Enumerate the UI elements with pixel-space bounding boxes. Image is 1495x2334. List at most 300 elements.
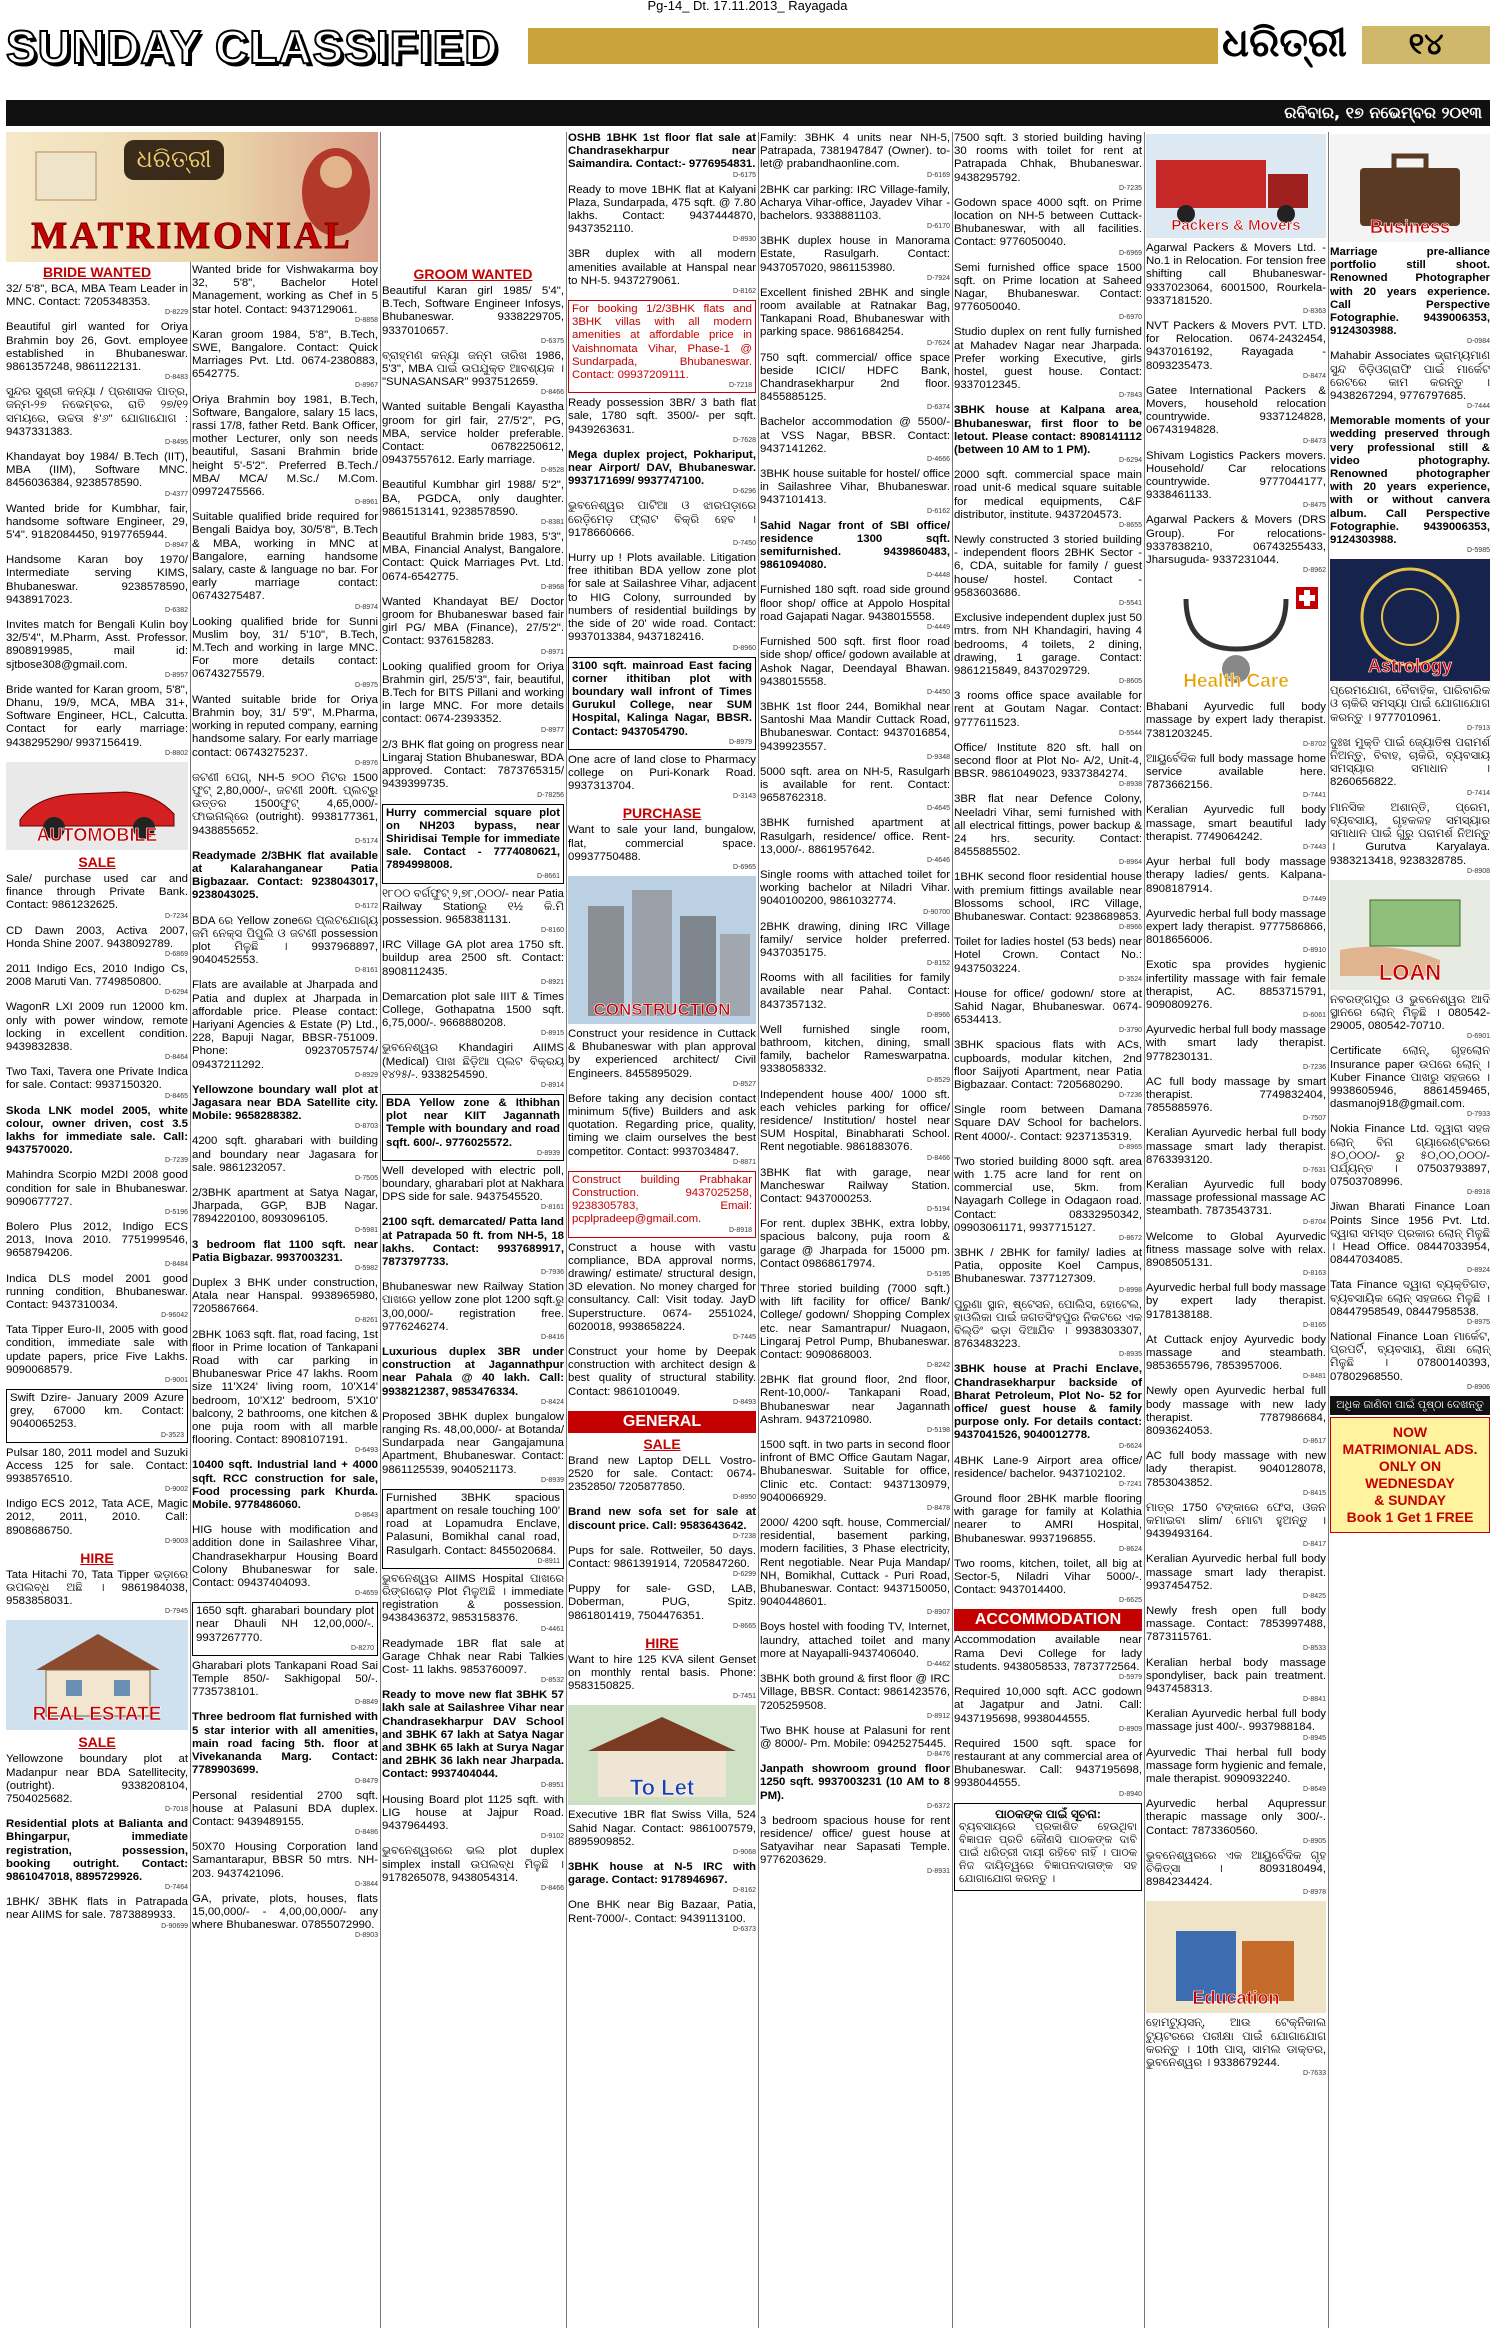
ad-code: D-4645 — [927, 805, 950, 813]
classified-ad — [192, 772, 378, 846]
classified-ad — [382, 661, 564, 735]
ad-code: D-7933 — [1467, 1111, 1490, 1119]
ad-text: AC full body massage by smart therapist. 7749832404, 7855885976. — [1146, 1075, 1326, 1115]
ad-code: D-8661 — [537, 872, 560, 880]
ad-code: D-8532 — [541, 1677, 564, 1685]
ad-code: D-4448 — [927, 572, 950, 580]
classified-ad — [6, 503, 188, 551]
ad-text: Mega duplex project, Pokhariput, near Airport/ DAV, Bhubaneswar. 9937171699/ 9937747100. — [568, 448, 756, 488]
ad-code: D-6382 — [165, 607, 188, 615]
classified-ad — [954, 793, 1142, 867]
ad-text: 2BHK 1063 sqft. flat, road facing, 1st floor in Prime location of Tankapani Road with car parking in Bhubaneswar Price 47 lakhs. Room size 11'X24' living room, 10'X14' bedroom, 10'X12' bedroom, 5'X10' balcony, 2 bathrooms, one kitchen & one puja room with all marble flooring. Contact: 8908107191. — [192, 1328, 378, 1447]
health-care-label: Health Care — [1183, 671, 1289, 693]
ad-text: Before taking any decision contact minimum 5(five) Builders and ask quotation. Regarding price, quality, timing we claim ourselves the best competitor. Contact: 9937034847. — [568, 1092, 756, 1158]
matrimonial-banner — [6, 132, 378, 262]
ad-code: D-6625 — [1119, 1597, 1142, 1605]
classified-ad — [1330, 685, 1490, 733]
classified-ad — [760, 1673, 950, 1721]
ad-text: Bachelor accommodation @ 5500/- at VSS Nagar, BBSR. Contact: 9437141262. — [760, 416, 950, 455]
column-7 — [1146, 132, 1326, 2328]
matrimonial-promo — [1330, 1417, 1490, 1533]
classified-ad — [382, 1489, 564, 1569]
ad-text: Keralian Ayurvedic herbal full body massage smart lady therapist. 8763393120. — [1146, 1127, 1326, 1166]
ad-code: D-8160 — [541, 927, 564, 935]
ad-text: Ayur herbal full body massage therapy ladies/ gents. Kalpana- 8908187914. — [1146, 856, 1326, 895]
ad-text: 3 bedroom flat 1100 sqft. near Patia Bigbazar. 9937003231. — [192, 1238, 378, 1264]
classified-ad — [568, 1583, 756, 1631]
ad-text: Three bedroom flat furnished with 5 star interior with all amenities, main road facing 5th. floor at Vivekananda Marg. Contact: 7789903699. — [192, 1711, 378, 1777]
classified-ad — [568, 1093, 756, 1167]
column-divider — [380, 132, 381, 2328]
classified-ad — [760, 416, 950, 464]
bride-wanted-header: BRIDE WANTED — [42, 264, 152, 280]
page-number: ୧୪ — [1362, 26, 1490, 64]
classified-ad — [6, 1389, 188, 1443]
ad-text: Construct your home by Deepak construction with architect design & best quality of structural stability. Contact: 9861010049. — [568, 1346, 756, 1398]
ad-text: 3BHK flat with garage, near Mancheswar Railway Station. Contact: 9437000253. — [760, 1166, 950, 1205]
ad-text: IRC Village GA plot area 1750 sft. buildup area 2500 sft. Contact: 8908112435. — [382, 939, 564, 978]
ad-text: Boys hostel with fooding TV, Internet, laundry, attached toilet and many more at Nayapalli-9437406040. — [760, 1621, 950, 1660]
ad-code: D-8643 — [355, 1512, 378, 1520]
ad-text: Marriage pre-alliance portfolio still shoot. Renowned Photographer with 20 years experience. Call Perspective Fotographie. 9439006353, 9124303988. — [1330, 246, 1490, 338]
classified-ad — [760, 520, 950, 581]
ad-text: Family: 3BHK 4 units near NH-5, Patrapada, 7381947847 (Owner). to-let@ prabandhaonline.com. — [760, 132, 950, 171]
ad-text: Exclusive independent duplex just 50 mtrs. from NH Khandagiri, having 4 bedrooms, 4 toilets, 2 dining, drawing, 1 garage. Contact: 9861215849, 8437029729. — [954, 612, 1142, 677]
ad-text: Duplex 3 BHK under construction, Atala near Hanspal. 9938965980, 7205867664. — [192, 1277, 378, 1316]
classified-ad — [382, 1042, 564, 1090]
classified-ad — [954, 1363, 1142, 1450]
classified-ad — [192, 1329, 378, 1456]
classified-ad — [954, 742, 1142, 790]
general-header: GENERAL — [568, 1411, 756, 1433]
ad-code: D-8466 — [927, 1154, 950, 1162]
classified-ad — [760, 132, 950, 180]
classified-ad — [192, 1084, 378, 1132]
sale-header: SALE — [78, 853, 116, 870]
classified-ad — [954, 1455, 1142, 1489]
ad-code: D-8841 — [1303, 1696, 1326, 1704]
ad-code: D-8473 — [1303, 437, 1326, 445]
classified-ad — [192, 1790, 378, 1838]
ad-code: D-8416 — [541, 1334, 564, 1341]
classified-ad — [1330, 246, 1490, 346]
ad-code: D-8655 — [1119, 522, 1142, 530]
ad-text: Newly open Ayurvedic herbal full body massage with new lady therapist. 7787986684, 8093624053. — [1146, 1385, 1326, 1437]
ad-code: D-9003 — [165, 1537, 188, 1545]
ad-text: GA, private, plots, houses, flats 15,00,000/- - 4,00,00,000/- any where Bhubaneswar. 07855072990. — [192, 1892, 378, 1932]
classified-ad — [568, 449, 756, 497]
ad-text: Keralian Ayurvedic full body massage, smart beautiful lady therapist. 7749064242. — [1146, 804, 1326, 843]
ad-code: D-8940 — [1119, 1790, 1142, 1798]
ad-text: 32/ 5'8", BCA, MBA Team Leader in MNC. Contact: 7205348353. — [6, 283, 188, 309]
classified-ad — [382, 991, 564, 1039]
ad-code: D-8152 — [927, 960, 950, 968]
page-info-line: Pg-14_ Dt. 17.11.2013_ Rayagada — [647, 0, 848, 13]
masthead — [0, 14, 1495, 94]
classified-ad — [382, 1216, 564, 1277]
classified-ad — [760, 1374, 950, 1435]
ad-text: Gharabari plots Tankapani Road Sai Temple 850/- Sakhigopal 50/-. 7735738101. — [192, 1659, 378, 1699]
ad-code: D-8907 — [927, 1609, 950, 1617]
ad-code: D-8931 — [927, 1867, 950, 1875]
ad-text: Yellowzone boundary plot at Madanpur near BDA Satellitecity, (outright). 9338208104, 7504025682. — [6, 1753, 188, 1806]
ad-text: ପୁରୁଣା ସ୍ଥାନ, ଷ୍ଟେସନ, ପୋଲିସ, ହୋଟେଲ, ହାଓଲିକା ପାଇଁ ଜଗତସିଂହପୁର ନିକଟରେ ଏକ ବିଲ୍ଡିଂ ଭଡ଼ା ଦିଆଯିବ । 9938303307, 8763483223. — [954, 1298, 1142, 1351]
classified-ad — [760, 1725, 950, 1759]
construction-image — [568, 876, 756, 1024]
ad-text: Want to hire 125 KVA silent Genset on monthly rental basis. Phone: 9583150825. — [568, 1653, 756, 1693]
ad-text: Mahabir Associates ଭ୍ରାମ୍ୟମାଣ ସୁନ୍ଦ ବିଡ଼ିଓଗ୍ରାଫି ପାଇଁ ମାର୍କେଟ ରେଟରେ କାମ କରନ୍ତୁ । 9438267294, 9776797685. — [1330, 350, 1490, 403]
ad-code: D-6970 — [1119, 314, 1142, 322]
ad-text: 2BHK car parking: IRC Village-family, Acharya Vihar-office, Jayadev Vihar - bachelors. 9338881103. — [760, 183, 950, 223]
classified-ad — [568, 1654, 756, 1702]
classified-ad — [1146, 856, 1326, 904]
classified-columns — [6, 132, 1490, 2328]
business-label: Business — [1369, 217, 1451, 237]
classified-ad — [1330, 1279, 1490, 1327]
ad-code: D-7414 — [1467, 789, 1490, 797]
classified-ad — [760, 701, 950, 762]
classified-ad — [382, 1689, 564, 1789]
classified-ad — [954, 690, 1142, 738]
ad-code: D-8165 — [1303, 1321, 1326, 1329]
ad-text: Rooms with all facilities for family available near Pahal. Contact: 8437357132. — [760, 972, 950, 1011]
classified-ad — [6, 1066, 188, 1100]
ad-text: Hurry commercial square plot on NH203 bypass, near Shiridisai Temple for immediate sale. Contact - 7774080621, 7894998008. — [386, 806, 560, 872]
ad-text: Demarcation plot sale IIIT & Times College, Gothapatna 1500 sqft. 6,75,000/-. 9668880208. — [382, 990, 564, 1030]
ad-code: D-8649 — [1303, 1786, 1326, 1794]
classified-ad — [6, 1105, 188, 1166]
ad-text: 3BHK house at N-5 IRC with garage. Contact: 9178946967. — [568, 1861, 756, 1887]
ad-code: D-8977 — [541, 726, 564, 734]
ad-text: Suitable qualified bride required for Bengali Baidya boy, 30/5'8", B.Tech & MBA, working in MNC at Bangalore, earning handsome salary, caste & language no bar. For early marriage contact: 06743275487. — [192, 511, 378, 603]
ad-code: D-6493 — [355, 1447, 378, 1455]
classified-ad — [192, 1711, 378, 1785]
ad-code: D-4666 — [927, 456, 950, 464]
classified-ad — [1146, 1385, 1326, 1446]
classified-ad — [954, 1738, 1142, 1799]
classified-ad — [1146, 1657, 1326, 1705]
ad-code: D-7234 — [165, 912, 188, 920]
classified-ad — [568, 1346, 756, 1407]
ad-code: D-8974 — [355, 603, 378, 611]
classified-ad — [568, 1028, 756, 1089]
classified-ad — [1146, 959, 1326, 1020]
ad-text: 7500 sqft. 3 storied building having 30 rooms with toilet for rent at Patrapada Chhak, Bhubaneswar. 9438295792. — [954, 132, 1142, 184]
classified-ad — [760, 1517, 950, 1617]
ad-text: 3BHK both ground & first floor @ IRC Village, BBSR. Contact: 9861423576, 7205259508. — [760, 1673, 950, 1712]
ad-code: D-6061 — [1303, 1012, 1326, 1020]
classified-ad — [192, 394, 378, 508]
classified-ad — [568, 657, 756, 750]
classified-ad — [192, 1524, 378, 1598]
classified-ad — [760, 1024, 950, 1085]
classified-ad — [192, 694, 378, 768]
ad-code: D-8957 — [165, 671, 188, 679]
ad-code: D-8939 — [541, 1476, 564, 1484]
ad-code: D-8162 — [733, 288, 756, 296]
ad-text: Readymade 2/3BHK flat available at Kalarahanganear Patia Bigbazaar. Contact: 9238043017, 9238043025. — [192, 849, 378, 902]
ad-code: D-6374 — [927, 404, 950, 412]
ad-text: Agarwal Packers & Movers (DRS Group). For relocations-9337838210, 06743255433, Jharsuguda- 9337231044. — [1146, 514, 1326, 567]
classified-ad — [568, 1545, 756, 1579]
classified-ad — [382, 888, 564, 936]
ad-text: Keralian herbal body massage spondyliser, back pain treatment. 9437458313. — [1146, 1656, 1326, 1696]
classified-ad — [760, 184, 950, 232]
date-text: ରବିବାର, ୧୭ ନଭେମ୍ବର ୨୦୧୩ — [1284, 103, 1482, 122]
ad-text: Pulsar 180, 2011 model and Suzuki Access 125 for sale. Contact: 9938576510. — [6, 1446, 188, 1485]
ad-code: D-8624 — [1119, 1545, 1142, 1553]
classified-ad — [382, 1411, 564, 1485]
ad-text: Two Taxi, Tavera one Private Indica for sale. Contact: 9937150320. — [6, 1066, 188, 1092]
classified-ad — [954, 1558, 1142, 1606]
ad-code: D-8966 — [1119, 924, 1142, 932]
ad-code: D-8486 — [355, 1829, 378, 1837]
classified-ad — [1146, 804, 1326, 852]
ad-code: D-8871 — [733, 1158, 756, 1166]
ad-text: WagonR LXI 2009 run 12000 km. only with power window, remote locking in excellent condition. 9439832838. — [6, 1001, 188, 1053]
ad-text: Executive 1BR flat Swiss Villa, 524 Sahid Nagar. Contact: 9861007579, 8895909852. — [568, 1809, 756, 1848]
hire-header: HIRE — [80, 1549, 114, 1566]
classified-ad — [954, 197, 1142, 258]
ad-text: 2000 sqft. commercial space main road unit-6 medical square suitable for medical equipments, C&F distributor, institute. 9437204573. — [954, 469, 1142, 521]
classified-ad — [760, 1621, 950, 1669]
classified-ad — [954, 988, 1142, 1036]
ad-code: D-8914 — [541, 1081, 564, 1089]
ad-text: Wanted Khandayat BE/ Doctor groom for Bhubaneswar based fair girl PG/ MBA (Finance), 27/5'2". Contact: 9376158283. — [382, 595, 564, 648]
ad-text: Office/ Institute 820 sft. hall on second floor at Plot No- A/2, Unit-4, BBSR. 9861049023, 9337384274. — [954, 741, 1142, 781]
ad-text: Wanted bride for Kumbhar, fair, handsome software Engineer, 29, 5'4". 9182084450, 9197765944. — [6, 502, 188, 542]
ad-code: D-8950 — [733, 1494, 756, 1502]
classified-ad — [760, 636, 950, 697]
ad-text: Ayurvedic Thai herbal full body massage form hygienic and female, male therapist. 9090932240. — [1146, 1746, 1326, 1786]
ad-text: 2/3 BHK flat going on progress near Lingaraj Station Bhubaneswar, BDA approved. Contact: 7873765315/ 9439399735. — [382, 738, 564, 791]
ad-text: Wanted bride for Vishwakarma boy 32, 5'8", Bachelor Hotel Management, working as Chef in 5 star hotel. Contact: 9437129061. — [192, 264, 378, 316]
ad-text: Jiwan Bharati Finance Loan Points Since 1956 Pvt. Ltd. ଦ୍ୱାରା ସମସ୍ତ ପ୍ରକାର ଲୋନ୍ ମିଳୁଛି । Head Office. 08447033954, 08447034085. — [1330, 1201, 1490, 1267]
classified-ad — [1146, 1179, 1326, 1227]
ad-text: Single rooms with attached toilet for working bachelor at Niladri Vihar. 9040100200, 9861032774. — [760, 868, 950, 908]
ad-text: Furnished 500 sqft. first floor road side shop/ office/ godown available at Ashok Nagar, Deendayal Bhawan. 9438015558. — [760, 636, 950, 688]
ad-code: D-8702 — [1303, 740, 1326, 748]
ad-code: D-7936 — [541, 1269, 564, 1277]
classified-ad — [382, 739, 564, 800]
classified-ad — [760, 766, 950, 814]
classified-ad — [382, 1573, 564, 1634]
classified-ad — [568, 754, 756, 802]
classified-ad — [568, 184, 756, 245]
classified-ad — [382, 479, 564, 527]
ad-code: D-9348 — [927, 753, 950, 761]
ad-code: D-8483 — [165, 374, 188, 382]
ad-code: D-5195 — [927, 1271, 950, 1279]
ad-code: D-8967 — [355, 381, 378, 389]
ad-code: D-8261 — [355, 1316, 378, 1324]
ad-text: ଆୟୁର୍ବେଦିକ full body massage home service available here. 7873662156. — [1146, 752, 1326, 792]
classified-ad — [382, 1281, 564, 1342]
ad-code: D-8978 — [1303, 1889, 1326, 1897]
ad-code: D-7913 — [1467, 724, 1490, 732]
classified-ad — [1330, 1331, 1490, 1392]
ad-code: D-7018 — [165, 1806, 188, 1814]
classified-ad — [192, 511, 378, 611]
ad-text: 2011 Indigo Ecs, 2010 Indigo Cs, 2008 Maruti Van. 7749850800. — [6, 962, 188, 989]
ad-text: Agarwal Packers & Movers Ltd. - No.1 in Relocation. For tension free shifting call Bhubaneswar- 9337023064, 6001500, Rourkela- 9337181520. — [1146, 242, 1326, 307]
section-title: SUNDAY CLASSIFIED — [6, 21, 499, 73]
classified-ad — [6, 321, 188, 382]
ad-code: D-7450 — [733, 540, 756, 548]
classified-ad — [6, 1569, 188, 1617]
classified-ad — [6, 925, 188, 959]
ad-code: D-6624 — [1119, 1442, 1142, 1450]
ad-code: D-90700 — [923, 908, 950, 916]
ad-text: 4200 sqft. gharabari with building and boundary near Jagasara for sale. 9861232057. — [192, 1135, 378, 1174]
ad-code: D-78256 — [537, 791, 564, 799]
ad-code: D-7505 — [355, 1174, 378, 1182]
classified-ad — [192, 1660, 378, 1708]
ad-text: ମାନସିକ ଅଶାନ୍ତି, ପ୍ରେମ, ବ୍ୟବସାୟ, ଗୃହକଳହ ସମସ୍ୟାର ସମାଧାନ ପାଇଁ ଗୁରୁ ପରାମର୍ଶ ନିଅନ୍ତୁ । Gurutva Karyalaya. 9383213418, 9238328785. — [1330, 801, 1490, 867]
ad-text: Well developed with electric poll, boundary, gharabari plot at Nakhara DPS side for sale. 9437545520. — [382, 1164, 564, 1204]
ad-code: D-3524 — [1119, 975, 1142, 983]
ad-code: D-8802 — [165, 749, 188, 757]
ad-text: Ayurvedic herbal full body massage expert lady therapist. 9777586866, 8018656006. — [1146, 907, 1326, 947]
classified-ad — [382, 1794, 564, 1842]
classified-ad — [6, 684, 188, 758]
ad-code: D-6169 — [927, 171, 950, 179]
ad-text: 1BHK second floor residential house with premium fittings available near Blossoms school, IRC Village, Bhubaneswar. Contact: 9238689853. — [954, 871, 1142, 923]
ad-text: Furnished 180 sqft. road side ground floor shop/ office at Appolo Hospital road Gajapati Nagar. 9438015558. — [760, 584, 950, 623]
ad-text: National Finance Loan ମାର୍କେଟ, ପ୍ରପର୍ଟି, ବ୍ୟବସାୟ, ଶିକ୍ଷା ଲୋନ୍ ମିଳୁଛି । 07800140393, 07802968550. — [1330, 1330, 1490, 1383]
ad-text: OSHB 1BHK 1st floor flat sale at Chandrasekharpur near Saimandira. Contact:- 9776954831. — [568, 132, 756, 171]
ad-code: D-8924 — [1467, 1267, 1490, 1275]
ad-code: D-8484 — [165, 1260, 188, 1268]
ad-code: D-3844 — [355, 1880, 378, 1888]
classified-ad — [1146, 1450, 1326, 1498]
classified-ad — [1146, 1127, 1326, 1175]
ad-text: 2BHK flat ground floor, 2nd floor, Rent-10,000/- Tankapani Road, Bhubaneswar near Jagannath Ashram. 9437210980. — [760, 1374, 950, 1426]
ad-text: Beautiful girl wanted for Oriya Brahmin boy 26, Govt. employee established in Bhubaneswar. 9861357248, 9861122131. — [6, 321, 188, 374]
ad-code: D-8527 — [733, 1080, 756, 1088]
ad-code: D-8918 — [729, 1226, 752, 1234]
ad-text: Nokia Finance Ltd. ଦ୍ୱାରା ସହଜ ଲୋନ୍ ବିନା ଗ୍ୟାରେଣ୍ଟରରେ ୫୦,୦୦୦/- ରୁ ୫୦,୦୦,୦୦୦/- ପର୍ଯ୍ୟନ୍ତ । 07503793897, 07503708996. — [1330, 1123, 1490, 1189]
classified-ad — [6, 451, 188, 499]
classified-ad — [954, 612, 1142, 686]
classified-ad — [192, 329, 378, 390]
classified-ad — [1146, 1282, 1326, 1330]
ad-code: D-8533 — [1303, 1644, 1326, 1652]
ad-text: Construct a house with vastu compliance, BDA approval norms, drawing/ estimate/ structural design, 3D elevation. No money charged for consultancy. Call: Visit today. JayD Superstructure. 0674- 2551024, 6020018, 9938658224. — [568, 1241, 756, 1333]
ad-text: Indica DLS model 2001 good running condition, Bhubaneswar. Contact: 9437310034. — [6, 1272, 188, 1311]
ad-code: D-7445 — [733, 1334, 756, 1341]
ad-text: One acre of land close to Pharmacy college on Puri-Konark Road. 9937313704. — [568, 753, 756, 793]
ad-code: D-8229 — [165, 309, 188, 317]
accommodation-header: ACCOMMODATION — [954, 1609, 1142, 1631]
ad-text: ପ୍ରେମଯୋଗ, ବୈବାହିକ, ପାରିବାରିକ ଓ ଚାକିରି ସମସ୍ୟା ପାଇଁ ଯୋଗାଯୋଗ କରନ୍ତୁ । 9777010961. — [1330, 685, 1490, 724]
ad-code: D-90699 — [161, 1922, 188, 1930]
classified-ad — [192, 915, 378, 976]
astrology-label: Astrology — [1367, 656, 1452, 677]
classified-ad — [1146, 753, 1326, 801]
column-8 — [1330, 132, 1490, 2328]
classified-ad — [760, 287, 950, 348]
ad-text: ମାତ୍ର 1750 ଟଙ୍କାରେ ଫେସ, ଓଜନ କମାଇବା slim/ ମୋଟା ହୁଅନ୍ତୁ । 9439493164. — [1146, 1501, 1326, 1541]
ad-code: D-7843 — [1119, 392, 1142, 400]
automobile-image — [6, 762, 188, 850]
ad-text: Excellent finished 2BHK and single room available at Ratnakar Bag, Tankapani Road, Bhubaneswar with parking space. 9861684254. — [760, 286, 950, 339]
ad-code: D-6901 — [1467, 1033, 1490, 1041]
ad-text: Ready to move new flat 3BHK 57 lakh sale at Sailashree Vihar near Chandrasekharpur DAV School and 3BHK 67 lakh at Satya Nagar and 3BHK 65 lakh at Surya Nagar and 2BHK 36 lakh near Jharpada. Contact: 9937404044. — [382, 1689, 564, 1781]
ad-text: Keralian Ayurvedic herbal full body massage smart lady therapist. 9937454752. — [1146, 1553, 1326, 1592]
general-sale-header: SALE — [643, 1435, 681, 1452]
ad-text: House for office/ godown/ store at Sahid Nagar, Bhubaneswar. 0674-6534413. — [954, 987, 1142, 1027]
classified-ad — [954, 1104, 1142, 1152]
ad-text: 2100 sqft. demarcated/ Patta land at Patrapada 50 ft. from NH-5, 18 lakhs. Contact: 9937689917, 7873797733. — [382, 1216, 564, 1268]
classified-ad — [382, 401, 564, 475]
classified-ad — [1146, 514, 1326, 575]
groom-wanted-header: GROOM WANTED — [413, 266, 533, 282]
classified-ad — [192, 1602, 378, 1656]
ad-text: Yellowzone boundary wall plot at Jagasara near BDA Satellite city. Mobile: 9658288382. — [192, 1083, 378, 1123]
ad-code: D-8911 — [537, 1557, 560, 1565]
ad-text: Beautiful Brahmin bride 1983, 5'3", MBA, Financial Analyst, Bangalore. Contact: Quick Marriages Pvt. Ltd. 0674-6542775. — [382, 531, 564, 583]
classified-ad — [192, 616, 378, 690]
classified-ad — [1146, 1747, 1326, 1795]
ad-text: 3BHK house suitable for hostel/ office in Sailashree Vihar, Bhubaneswar. 9437101413. — [760, 468, 950, 507]
ad-text: Swift Dzire- January 2009 Azure grey, 67000 km. Contact: 9040065253. — [10, 1391, 184, 1431]
classified-ad — [6, 1221, 188, 1269]
ad-code: D-8905 — [1303, 1837, 1326, 1845]
date-bar — [6, 100, 1490, 126]
classified-ad — [382, 1845, 564, 1893]
ad-code: D-7449 — [1303, 895, 1326, 903]
ad-text: HIG house with modification and addition done in Sailashree Vihar, Chandrasekharpur Housing Board Colony Bhubaneswar for sale. Contact: 09437404093. — [192, 1524, 378, 1590]
ad-text: 50X70 Housing Corporation land Samantarapur, BBSR 50 mtrs. NH-203. 9437421096. — [192, 1841, 378, 1880]
ad-code: D-8929 — [355, 1071, 378, 1079]
classified-ad — [1330, 802, 1490, 876]
ad-code: D-4461 — [541, 1625, 564, 1633]
column-6 — [954, 132, 1142, 2328]
promo-line: MATRIMONIAL ADS. — [1342, 1440, 1478, 1457]
promo-line: Book 1 Get 1 FREE — [1346, 1508, 1474, 1525]
ad-text: Toilet for ladies hostel (53 beds) near Hotel Crown. Contact No.: 9437503224. — [954, 936, 1142, 975]
classified-ad — [1146, 320, 1326, 381]
classified-ad — [192, 1277, 378, 1325]
ad-text: 3BHK furnished apartment at Rasulgarh, residence/ office. Rent- 13,000/-. 8861957642. — [760, 817, 950, 856]
ad-text: Tata Tipper Euro-II, 2005 with good condition, immediate sale with update papers, price Five Lakhs. 9090068579. — [6, 1324, 188, 1376]
ad-code: D-5985 — [1467, 547, 1490, 555]
ad-text: Memorable moments of your wedding preserved through very professional still & video photography. Renowned photographer with 20 years experience, with or without canvera album. Call Perspective Fotographie. 9439006353, 9124303988. — [1330, 415, 1490, 547]
ad-code: D-4659 — [355, 1590, 378, 1598]
ad-text: Looking qualified groom for Oriya Brahmin girl, 25/5'3", fair, beautiful, B.Tech for BITS Pillani and working in large MNC. For more details contact: 0674-2393352. — [382, 660, 564, 726]
ad-text: Personal residential 2700 sqft. house at Palasuni BDA duplex. Contact: 9439489155. — [192, 1789, 378, 1828]
classified-ad — [1330, 350, 1490, 411]
ad-text: Wanted suitable bride for Oriya Brahmin boy, 31/ 5'9", M.Pharma, working in reputed company, earning handsome salary. For early marriage contact: 06743275237. — [192, 693, 378, 759]
ad-code: D-6299 — [733, 1571, 756, 1579]
ad-code: D-7235 — [1119, 184, 1142, 192]
ad-code: D-8270 — [351, 1644, 374, 1652]
classified-ad — [192, 1841, 378, 1889]
classified-ad — [1146, 1334, 1326, 1382]
ad-text: 3BHK spacious flats with ACs, cupboards, modular kitchen, 2nd floor Saijyoti Apartment, near Patia Bigbazaar. Contact: 7205680290. — [954, 1039, 1142, 1091]
classified-ad — [6, 1498, 188, 1546]
classified-ad — [954, 1039, 1142, 1100]
classified-ad — [760, 869, 950, 917]
ad-text: NVT Packers & Movers PVT. LTD. for Relocation. 0674-2432454, 9437016192, Rayagada - 8093235473. — [1146, 320, 1326, 372]
ad-code: D-8849 — [355, 1699, 378, 1707]
ad-text: Gatee International Packers & Movers, household relocation countrywide. 9337124828, 06743194828. — [1146, 384, 1326, 437]
ad-code: D-5981 — [355, 1226, 378, 1234]
ad-code: D-7241 — [1119, 1481, 1142, 1489]
classified-ad — [760, 1763, 950, 1811]
ad-text: AC full body massage with new lady therapist. 9040128078, 7853043852. — [1146, 1450, 1326, 1489]
